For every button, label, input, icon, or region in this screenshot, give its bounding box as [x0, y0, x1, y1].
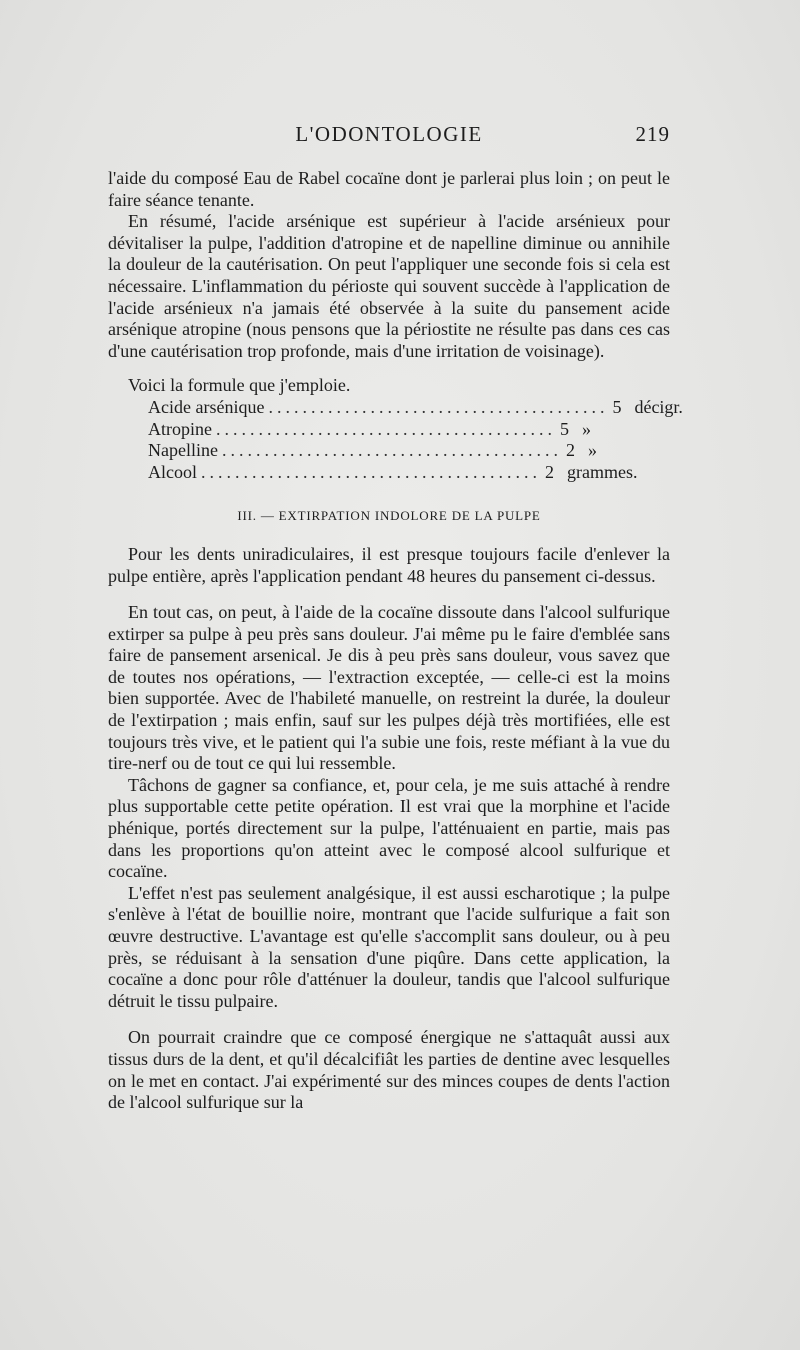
spacer	[108, 362, 670, 375]
ingredient-name: Atropine	[148, 418, 212, 439]
page-body	[108, 168, 683, 1114]
section-heading: III. — EXTIRPATION INDOLORE DE LA PULPE	[237, 508, 541, 524]
ingredient-name: Acide arsénique	[148, 396, 265, 417]
ingredient-unit: grammes.	[567, 461, 638, 482]
ingredient-unit: décigr.	[634, 396, 683, 417]
dot-leader: ........................................	[215, 418, 556, 439]
running-title: L'ODONTOLOGIE	[295, 122, 483, 146]
formula-row	[108, 440, 670, 462]
ingredient-quantity: 2	[565, 440, 575, 461]
spacer	[108, 1012, 670, 1027]
paragraph-5: En tout cas, on peut, à l'aide de la cocaïne dissoute dans l'alcool sulfurique extirper sa pulpe à peu près sans douleur. J'ai même pu le faire d'emblée sans faire de pansement arsenical. Je dis à peu près sans douleur, vous savez que de toutes nos opérations, — l'extraction exceptée, — celle-ci est la moins bien supportée. Avec de l'habileté manuelle, on restreint la durée, la douleur de l'extirpation ; mais enfin, sauf sur les pulpes déjà très mortifiées, elle est toujours très vive, et le patient qui l'a subie une fois, reste méfiant à la vue du tire-nerf ou de tout ce qui lui ressemble.	[108, 602, 670, 774]
formula-table	[108, 396, 683, 483]
ingredient-quantity: 5	[559, 418, 569, 439]
formula-row	[108, 462, 670, 484]
formula-row	[108, 419, 670, 441]
paragraph-4: Pour les dents uniradiculaires, il est presque toujours facile d'enlever la pulpe entière, après l'application pendant 48 heures du pansement ci-dessus.	[108, 543, 670, 586]
paragraph-7: L'effet n'est pas seulement analgésique, il est aussi escharotique ; la pulpe s'enlève à l'état de bouillie noire, montrant que l'acide sulfurique a fait son œuvre destructive. L'avantage est qu'elle s'accomplit sans douleur, ou à peu près, se réduisant à la sensation d'une piqûre. Dans cette application, la cocaïne a donc pour rôle d'atténuer la douleur, tandis que l'alcool sulfurique détruit le tissu pulpaire.	[108, 882, 670, 1011]
dot-leader: ........................................	[221, 440, 562, 461]
paragraph-8: On pourrait craindre que ce composé énergique ne s'attaquât aussi aux tissus durs de la dent, et qu'il décalcifiât les parties de dentine avec lesquelles on le met en contact. J'ai expérimenté sur des minces coupes de dents l'action de l'alcool sulfurique sur la	[108, 1027, 670, 1113]
ingredient-unit: »	[581, 418, 591, 439]
dot-leader: ........................................	[268, 396, 609, 417]
ingredient-quantity: 2	[545, 461, 554, 482]
spacer	[108, 587, 670, 602]
page-header	[108, 122, 670, 152]
ingredient-unit: »	[587, 440, 597, 461]
formula-intro: Voici la formule que j'emploie.	[128, 375, 351, 396]
paragraph-1: l'aide du composé Eau de Rabel cocaïne dont je parlerai plus loin ; on peut le faire séance tenante.	[108, 168, 670, 210]
ingredient-quantity: 5	[612, 396, 622, 417]
paragraph-6: Tâchons de gagner sa confiance, et, pour cela, je me suis attaché à rendre plus supportable cette petite opération. Il est vrai que la morphine et l'acide phénique, portés directement sur la pulpe, l'atténuaient en partie, mais pas dans les proportions qu'on atteint avec le composé alcool sulfurique et cocaïne.	[108, 774, 670, 882]
dot-leader: ........................................	[201, 461, 541, 482]
ingredient-name: Napelline	[148, 440, 218, 461]
formula-row	[108, 396, 683, 419]
page-number: 219	[635, 122, 670, 146]
paragraph-2: En résumé, l'acide arsénique est supérieur à l'acide arsénieux pour dévitaliser la pulpe, l'addition d'atropine et de napelline diminue ou annihile la douleur de la cautérisation. On peut l'appliquer une seconde fois si cela est nécessaire. L'inflammation du périoste qui souvent succède à l'application de l'acide arsénieux n'a jamais été observée à la suite du pansement acide arsénique atropine (nous pensons que la périostite ne résulte pas dans ces cas d'une cautérisation trop profonde, mais d'une irritation de voisinage).	[108, 211, 670, 361]
ingredient-name: Alcool	[148, 461, 197, 482]
